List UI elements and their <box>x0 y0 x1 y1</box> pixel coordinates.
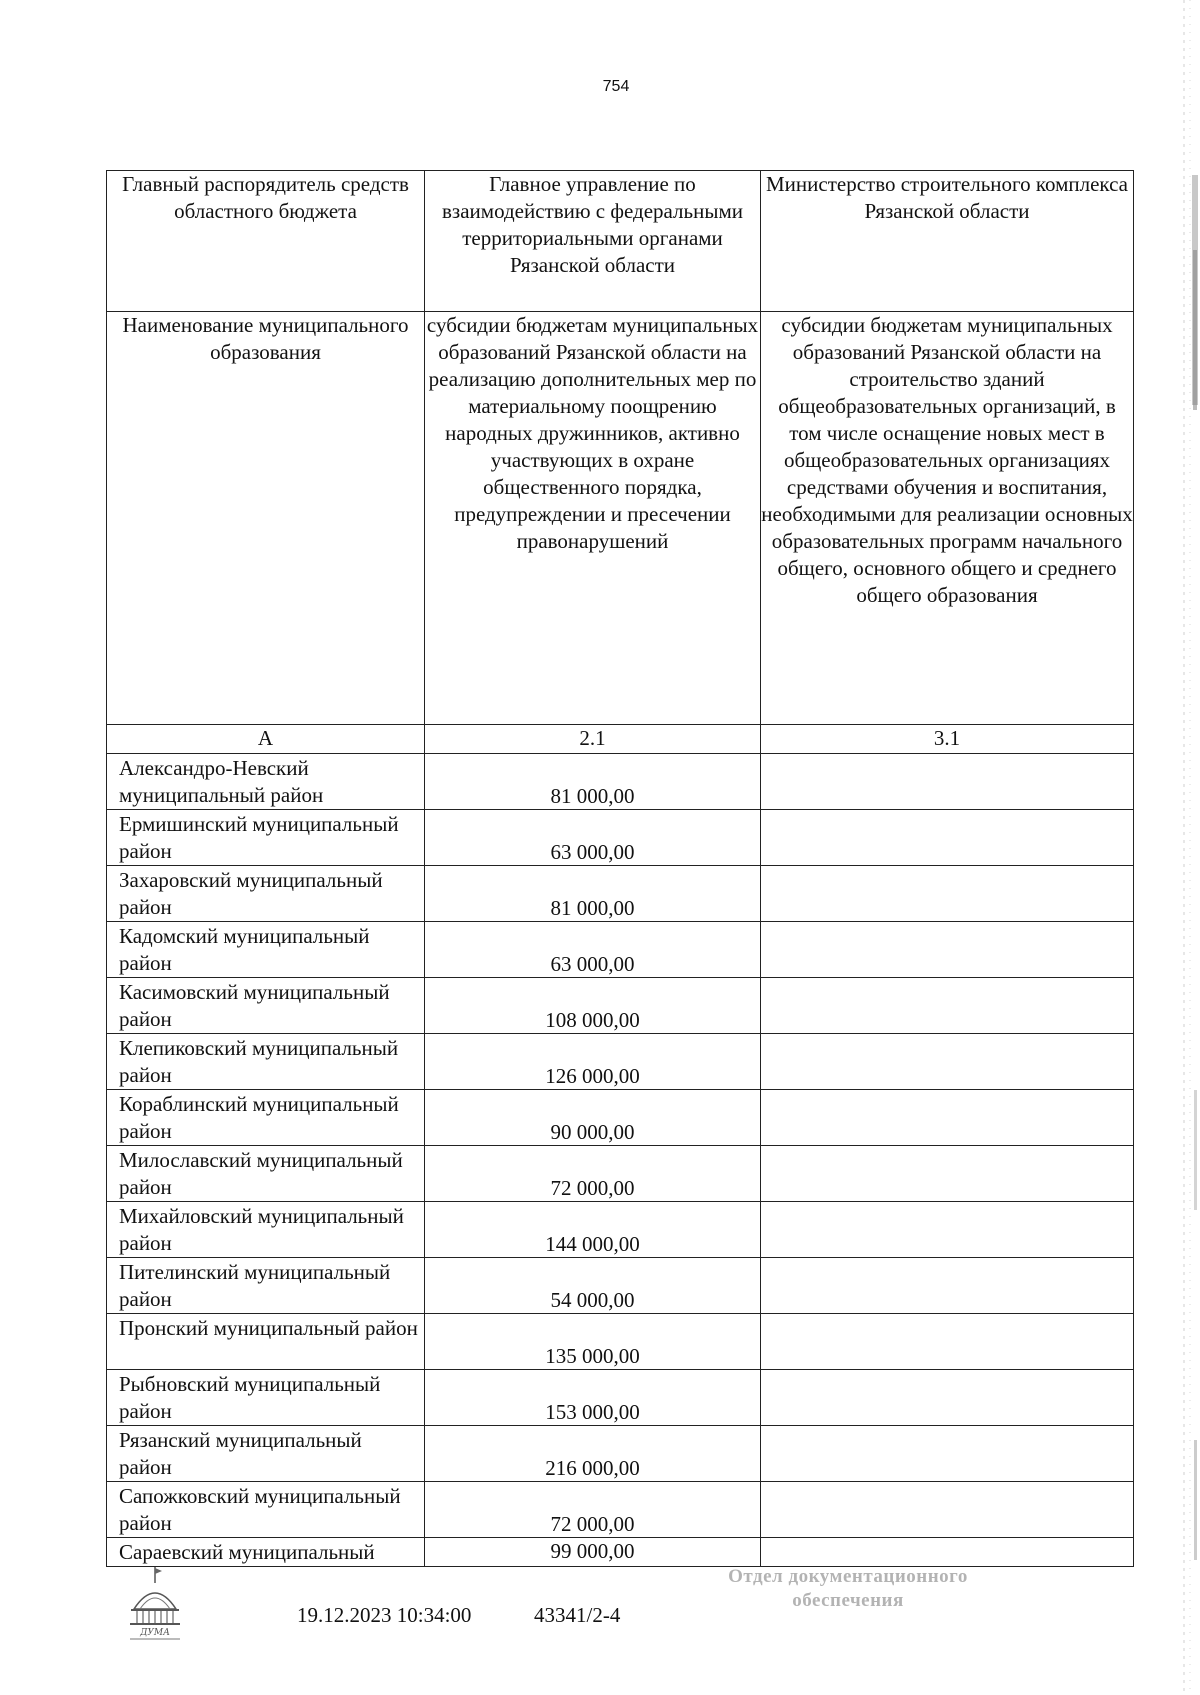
subsidy-amount: 144 000,00 <box>425 1202 761 1258</box>
municipality-name: Клепиковский муниципальный район <box>107 1034 425 1090</box>
table-row <box>107 1370 1134 1426</box>
header-row-subsidies <box>107 312 1134 725</box>
municipality-name: Сапожковский муниципальный район <box>107 1482 425 1538</box>
table-row <box>107 1034 1134 1090</box>
table-row <box>107 1146 1134 1202</box>
column-number-a: А <box>107 725 425 754</box>
municipality-name: Захаровский муниципальный район <box>107 866 425 922</box>
column-number-row <box>107 725 1134 754</box>
table-row <box>107 810 1134 866</box>
municipality-name: Кораблинский муниципальный район <box>107 1090 425 1146</box>
header-cell-subsidy-schools: субсидии бюджетам муниципальных образований Рязанской области на строительство зданий общеобразовательных организаций, в том числе оснащение новых мест в общеобразовательных организациях средствами обучения и воспитания, необходимыми для реализации основных образовательных программ начального общего, основного общего и среднего общего образования <box>761 312 1134 725</box>
stamp-line-1: Отдел документационного <box>728 1566 968 1587</box>
subsidy-amount: 99 000,00 <box>425 1538 761 1567</box>
registration-number: 43341/2-4 <box>534 1603 621 1627</box>
table-row <box>107 1258 1134 1314</box>
table-row <box>107 1482 1134 1538</box>
emblem-text: ДУМА <box>140 1628 170 1638</box>
municipality-name: Милославский муниципальный район <box>107 1146 425 1202</box>
schools-amount <box>761 1090 1134 1146</box>
schools-amount <box>761 1482 1134 1538</box>
table-row <box>107 978 1134 1034</box>
municipality-name: Ермишинский муниципальный район <box>107 810 425 866</box>
schools-amount <box>761 1146 1134 1202</box>
table-row <box>107 1426 1134 1482</box>
subsidy-amount: 153 000,00 <box>425 1370 761 1426</box>
subsidy-amount: 108 000,00 <box>425 978 761 1034</box>
subsidy-amount: 63 000,00 <box>425 810 761 866</box>
subsidy-amount: 90 000,00 <box>425 1090 761 1146</box>
column-number-2-1: 2.1 <box>425 725 761 754</box>
table-row <box>107 754 1134 810</box>
municipality-name: Пителинский муниципальный район <box>107 1258 425 1314</box>
page-number: 754 <box>602 78 630 95</box>
schools-amount <box>761 1258 1134 1314</box>
budget-table <box>106 170 1134 1567</box>
table-row <box>107 1202 1134 1258</box>
schools-amount <box>761 1314 1134 1370</box>
document-datetime: 19.12.2023 10:34:00 <box>297 1603 472 1627</box>
subsidy-amount: 72 000,00 <box>425 1146 761 1202</box>
header-cell-main-department: Главное управление по взаимодействию с федеральными территориальными органами Рязанской области <box>425 171 761 312</box>
subsidy-amount: 63 000,00 <box>425 922 761 978</box>
table-row <box>107 922 1134 978</box>
table-row <box>107 866 1134 922</box>
municipality-name: Сараевский муниципальный <box>107 1538 425 1567</box>
schools-amount <box>761 866 1134 922</box>
header-row-distributors <box>107 171 1134 312</box>
schools-amount <box>761 754 1134 810</box>
schools-amount <box>761 1538 1134 1567</box>
schools-amount <box>761 978 1134 1034</box>
subsidy-amount: 81 000,00 <box>425 866 761 922</box>
scan-edge-artifact <box>1178 0 1200 1695</box>
municipality-name: Рязанский муниципальный район <box>107 1426 425 1482</box>
department-stamp <box>698 1565 998 1613</box>
subsidy-amount: 72 000,00 <box>425 1482 761 1538</box>
table-row <box>107 1090 1134 1146</box>
header-cell-municipality-label: Наименование муниципального образования <box>107 312 425 725</box>
schools-amount <box>761 1034 1134 1090</box>
municipality-name: Рыбновский муниципальный район <box>107 1370 425 1426</box>
table-row <box>107 1314 1134 1370</box>
municipality-name: Александро-Невский муниципальный район <box>107 754 425 810</box>
subsidy-amount: 54 000,00 <box>425 1258 761 1314</box>
schools-amount <box>761 922 1134 978</box>
budget-table-container <box>106 170 1133 1567</box>
stamp-line-2: обеспечения <box>792 1590 904 1611</box>
duma-emblem-icon <box>126 1565 184 1643</box>
column-number-3-1: 3.1 <box>761 725 1134 754</box>
schools-amount <box>761 1202 1134 1258</box>
header-cell-distributor-label: Главный распорядитель средств областного бюджета <box>107 171 425 312</box>
table-row <box>107 1538 1134 1567</box>
header-cell-subsidy-druzhinniki: субсидии бюджетам муниципальных образований Рязанской области на реализацию дополнительных мер по материальному поощрению народных дружинников, активно участвующих в охране общественного порядка, предупреждении и пресечении правонарушений <box>425 312 761 725</box>
schools-amount <box>761 1370 1134 1426</box>
subsidy-amount: 81 000,00 <box>425 754 761 810</box>
subsidy-amount: 126 000,00 <box>425 1034 761 1090</box>
municipality-name: Кадомский муниципальный район <box>107 922 425 978</box>
municipality-name: Пронский муниципальный район <box>107 1314 425 1370</box>
schools-amount <box>761 1426 1134 1482</box>
header-cell-construction-ministry: Министерство строительного комплекса Рязанской области <box>761 171 1134 312</box>
municipality-name: Касимовский муниципальный район <box>107 978 425 1034</box>
subsidy-amount: 216 000,00 <box>425 1426 761 1482</box>
subsidy-amount: 135 000,00 <box>425 1314 761 1370</box>
schools-amount <box>761 810 1134 866</box>
municipality-name: Михайловский муниципальный район <box>107 1202 425 1258</box>
